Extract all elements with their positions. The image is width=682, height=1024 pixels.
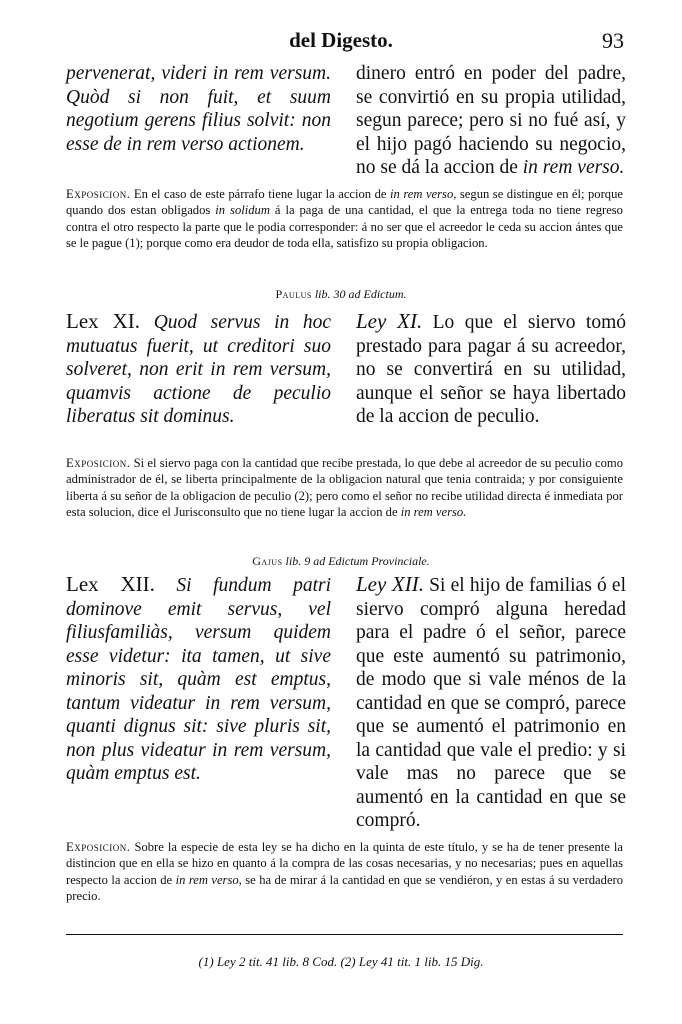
- spanish-body: dinero entró en poder del padre, se convirtió en su propia utilidad, segun parece; pero si no fué así, y el hijo pagó haciendo su negocio, no se dá la accion de: [356, 63, 626, 178]
- spanish-italic-term: in rem verso.: [522, 157, 625, 178]
- expo-text: segun se distingue en él; porque quando dos estan obligados: [66, 187, 623, 218]
- page-number: 93: [602, 28, 624, 53]
- expo-italic: in solidum: [215, 203, 270, 218]
- ley-12-label: Ley XII.: [356, 572, 424, 596]
- exposicion-label: Exposicion.: [66, 456, 131, 470]
- expo-text: se ha de mirar á la cantidad en que se vendiéron, y en estas á su verdadero precio.: [66, 872, 624, 904]
- ley-11-spanish: [356, 310, 626, 429]
- expo-italic: in rem verso,: [390, 187, 457, 201]
- expo-text: Sobre la especie de esta ley se ha dicho en la quinta de este título, y se ha de tener presente la distincion que en ella se hizo en quanto á la compra de las cosas necesarias, y no necesarias; pues en aquellas respecto la accion de: [66, 840, 623, 887]
- expo-text: En el caso de este párrafo tiene lugar la accion de: [133, 187, 387, 201]
- ley-11-spanish-text: Lo que el siervo tomó prestado para pagar á su acreedor, no se convertirá en su utilidad, aunque el señor se haya libertado de la accion de peculio.: [356, 312, 626, 427]
- lex-11: [66, 310, 626, 429]
- expo-italic: in rem verso.: [400, 505, 467, 520]
- lex-12-label: Lex XII.: [66, 572, 155, 596]
- lex-11-label: Lex XI.: [66, 309, 141, 333]
- exposicion-1: [66, 186, 623, 252]
- expo-text: Si el siervo paga con la cantidad que recibe prestada, lo que debe al acreedor de su peculio como administrador de él, se liberta principalmente de la obligacion natural que tenia contraida; y por consiguiente liberta á su señor de la obligacion de peculio (2); pero como el señor no recibe utilidad directa é inmediata por esta solucion, dice el Jurisconsulto que no tiene lugar la accion de: [66, 456, 623, 520]
- exposicion-2: [66, 455, 623, 521]
- spanish-text: [356, 62, 626, 180]
- source-author: Gajus: [252, 554, 283, 568]
- expo-italic: in rem verso,: [175, 872, 242, 887]
- source-attribution-1: [0, 287, 682, 302]
- ley-12-spanish-text: Si el hijo de familias ó el siervo compró alguna heredad para el padre ó el señor, parece que este aumentó su patrimonio, de modo que si vale ménos de la cantidad en que se compró, parece que se aumentó el patrimonio en la cantidad que vale el predio: y si vale mas no parece que se aumentó en la cantidad en que se compró.: [356, 575, 627, 831]
- page-header: [0, 26, 682, 56]
- section-continuation: [66, 62, 626, 180]
- source-ref: lib. 30 ad Edictum.: [314, 287, 407, 301]
- ley-11-label: Ley XI.: [356, 309, 423, 333]
- latin-text: pervenerat, videri in rem versum. Quòd si non fuit, et suum negotium gerens filius solvit: non esse de in rem verso actionem.: [66, 63, 331, 155]
- lex-11-latin: [66, 310, 331, 429]
- lex-12-latin: [66, 573, 331, 833]
- running-title: del Digesto.: [289, 28, 393, 52]
- expo-text: á la paga de una cantidad, el que la entrega toda no tiene regreso contra el otro respecto la parte que le podia corresponder: á no ser que el acreedor le ceda su accion ántes que se le pague (1); porque como era deudor de toda ella, satisfizo su propia obligacion.: [66, 203, 623, 251]
- exposicion-3: [66, 839, 623, 905]
- exposicion-label: Exposicion.: [66, 840, 131, 854]
- lex-12-latin-text: Si fundum patri dominove emit servus, vel filiusfamiliàs, versum quidem esse videtur: ita tamen, ut sive minoris sit, quàm est emptus, tantum videatur in rem versum, quanti dignus sit: sive pluris sit, non plus videatur in rem versum, quàm emptus est.: [66, 575, 331, 784]
- exposicion-label: Exposicion.: [66, 187, 131, 201]
- source-attribution-2: [0, 554, 682, 569]
- footnotes: (1) Ley 2 tit. 41 lib. 8 Cod. (2) Ley 41 tit. 1 lib. 15 Dig.: [198, 954, 484, 969]
- source-author: Paulus: [275, 287, 312, 301]
- ley-12-spanish: [356, 573, 626, 833]
- lex-11-latin-text: Quod servus in hoc mutuatus fuerit, ut creditori suo solveret, non erit in rem versum, quamvis actione de peculio liberatus sit dominus.: [66, 312, 332, 427]
- lex-12: [66, 573, 626, 833]
- footnote-rule: [66, 934, 623, 935]
- source-ref: lib. 9 ad Edictum Provinciale.: [285, 554, 430, 568]
